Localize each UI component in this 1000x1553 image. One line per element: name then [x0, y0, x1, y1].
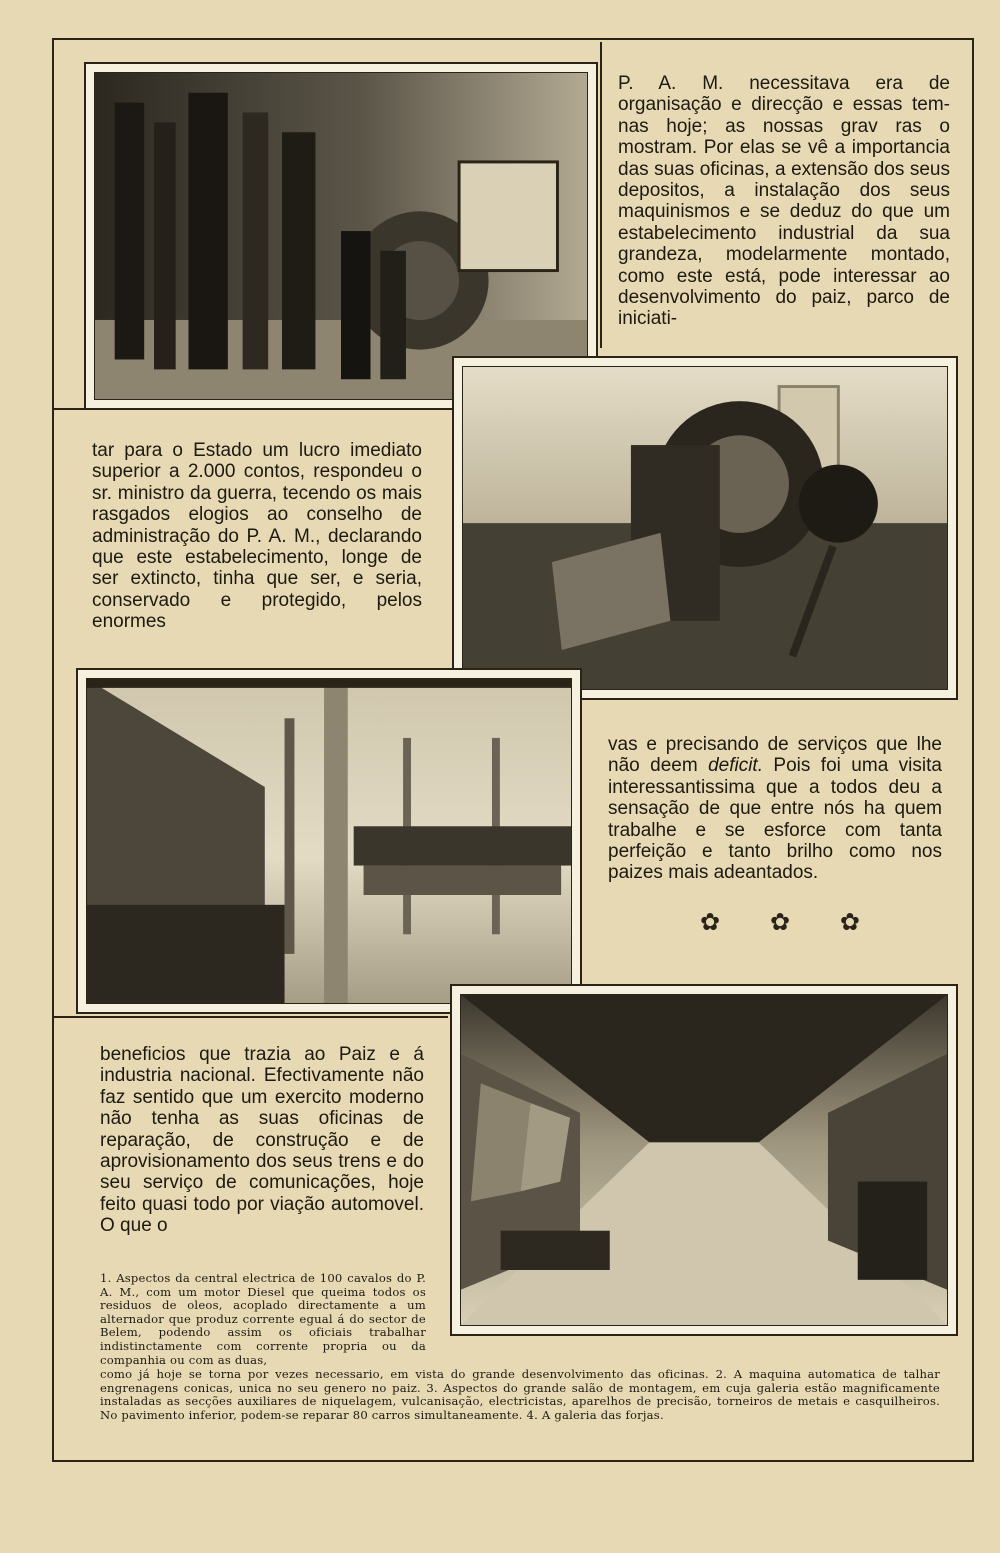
- photo-caption-narrow: 1. Aspectos da central electrica de 100 cavalos do P. A. M., com um motor Diesel que queima todos os residuos de oleos, acoplado directamente a um alternador que produz corrente egual á do sector de Belem, podendo assim os oficiais trabalhar indistinctamente com corrente propria ou da companhia ou com as duas,: [100, 1271, 426, 1367]
- ornament-icon: ✿: [839, 908, 860, 936]
- paragraph-3-start: vas e precisando de serviços que lhe não deem: [608, 734, 942, 777]
- column-text-4: [100, 1044, 424, 1237]
- deficit-word: deficit.: [708, 755, 763, 777]
- ornament-icon: ✿: [769, 908, 791, 936]
- rule-row2: [54, 1016, 448, 1018]
- paragraph-3: [608, 734, 942, 884]
- rule-col-top: [600, 42, 602, 348]
- paragraph-2: tar para o Estado um lucro imediato superior a 2.000 contos, respondeu o sr. ministro da guerra, tecendo os mais rasgados elogios ao conselho de administração do P. A. M., declarando que este estabelecimento, longe de ser extincto, tinha que ser, e seria, conservado e protegido, pelos enormes: [92, 440, 422, 633]
- photo-salao-montagem: [76, 668, 582, 1014]
- column-text-3: [608, 734, 942, 884]
- column-text-1: [618, 73, 950, 330]
- photo-maquina-engrenagens: [452, 356, 958, 700]
- paragraph-4: beneficios que trazia ao Paiz e á industria nacional. Efectivamente não faz sentido que um exercito moderno não tenha as suas oficinas de reparação, de construção e de aprovisionamento dos seus trens e do seu serviço de comunicações, hoje feito quasi todo por viação automovel. O que o: [100, 1044, 424, 1237]
- ornament-row: [700, 908, 860, 936]
- ornament-icon: ✿: [700, 908, 721, 936]
- column-text-2: [92, 440, 422, 633]
- paragraph-3-end: Pois foi uma visita interessantissima que a todos deu a sensação de que entre nós ha quem trabalhe e se esforce com tanta perfeição e tanto brilho como nos paizes mais adeantados.: [608, 755, 942, 884]
- photo-galeria-forjas: [450, 984, 958, 1336]
- paragraph-1: P. A. M. necessitava era de organisação e direcção e essas tem-nas hoje; as nossas grav ras o mostram. Por elas se vê a importancia das suas oficinas, a extensão dos seus depositos, a instalação dos seus maquinismos e se deduz do que um estabelecimento industrial da sua grandeza, modelarmente montado, como este está, pode interessar ao desenvolvimento do paiz, parco de iniciati-: [618, 73, 950, 330]
- photo-caption-wide: como já hoje se torna por vezes necessario, em vista do grande desenvolvimento das oficinas. 2. A maquina automatica de talhar engrenagens conicas, unica no seu genero no paiz. 3. Aspectos do grande salão de montagem, em cuja galeria estão magnificamente instaladas as secções auxiliares de niquelagem, vulcanisação, electricistas, aparelhos de precisão, torneiros de metais e casquilheiros. No pavimento inferior, podem-se reparar 80 carros simultaneamente. 4. A galeria das forjas.: [100, 1367, 940, 1422]
